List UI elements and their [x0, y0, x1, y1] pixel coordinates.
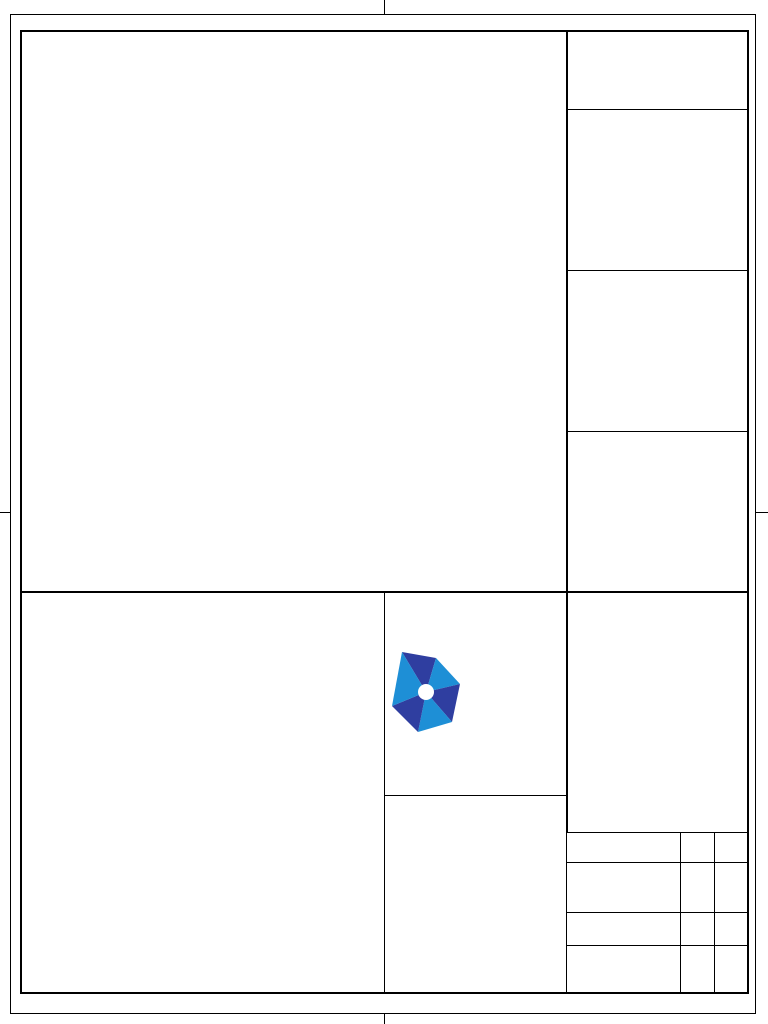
- divider: [680, 832, 681, 994]
- divider: [714, 832, 715, 994]
- office-divider: [384, 795, 567, 796]
- divider: [566, 431, 749, 432]
- divider: [566, 832, 567, 994]
- divider: [566, 270, 749, 271]
- divider: [566, 945, 749, 946]
- divider: [566, 862, 749, 863]
- divider: [566, 912, 749, 913]
- crop-mark: [384, 1014, 385, 1024]
- divider: [566, 109, 749, 110]
- hds-logo-mark: [392, 628, 562, 758]
- crop-mark: [756, 512, 768, 513]
- company-logo: [392, 628, 562, 758]
- logo-left-border: [384, 591, 385, 994]
- crop-mark: [384, 0, 385, 14]
- crop-mark: [0, 512, 10, 513]
- divider: [566, 832, 749, 833]
